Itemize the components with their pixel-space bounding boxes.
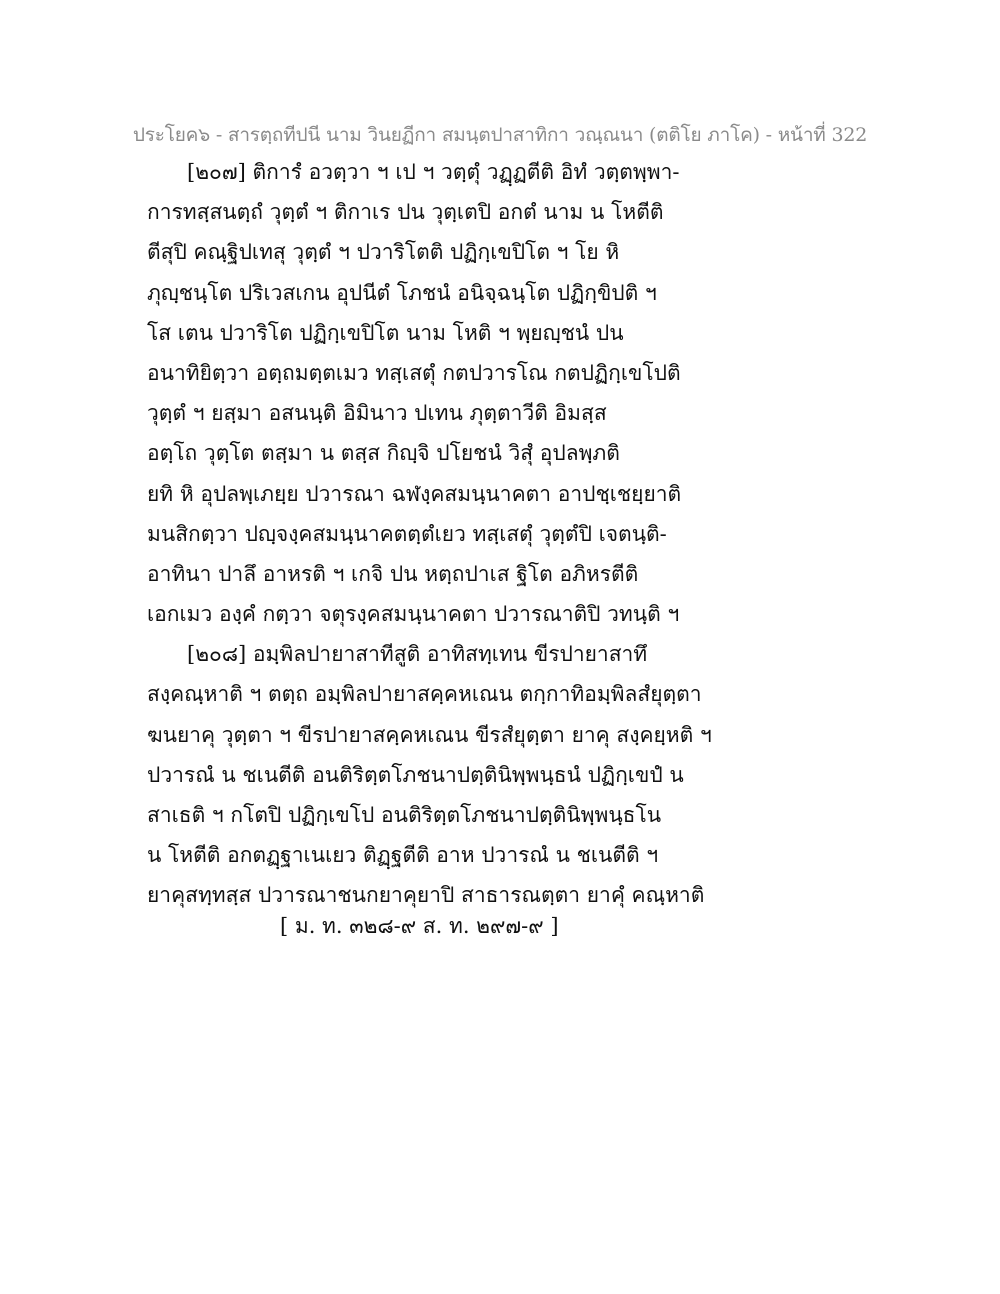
paragraph-line: ยทิ หิ อุปลพฺเภยฺย ปวารณา ฉฬงฺคสมนฺนาคตา อาปชฺเชยฺยาติ — [147, 481, 682, 506]
page-header: ประโยค๖ - สารตฺถทีปนี นาม วินยฏีกา สมนฺตปาสาทิกา วณฺณนา (ตติโย ภาโค) - หน้าที่ 322 — [132, 124, 868, 146]
paragraph-line: อาทินา ปาลึ อาหรติ ฯ เกจิ ปน หตฺถปาเส ฐิโต อภิหรตีติ — [147, 561, 639, 586]
paragraph-line: น โหตีติ อกตฏฺฐาเนเยว ติฏฺฐตีติ อาห ปวารณํ น ชเนตีติ ฯ — [147, 843, 659, 868]
paragraph-line: อตฺโถ วุตฺโต ตสฺมา น ตสฺส กิญฺจิ ปโยชนํ วิสุํ อุปลพฺภติ — [147, 441, 620, 466]
paragraph-line: [๒๐๗] ติการํ อวตฺวา ฯ เป ฯ วตฺตุํ วฏฺฏตีติ อิทํ วตฺตพฺพา- — [187, 160, 680, 184]
page-reference: [ ม. ท. ๓๒๘-๙ ส. ท. ๒๙๗-๙ ] — [280, 914, 559, 938]
paragraph-line: ยาคุสทฺทสฺส ปวารณาชนกยาคุยาปิ สาธารณตฺตา ยาคุํ คณฺหาติ — [147, 883, 705, 908]
paragraph-line: ฆนยาคุ วุตฺตา ฯ ขีรปายาสคฺคหเณน ขีรสํยุตฺตา ยาคุ สงฺคยฺหติ ฯ — [147, 722, 712, 747]
paragraph-line: เอกเมว องฺคํ กตฺวา จตุรงฺคสมนฺนาคตา ปวารณาติปิ วทนฺติ ฯ — [147, 602, 680, 627]
paragraph-line: สงฺคณฺหาติ ฯ ตตฺถ อมฺพิลปายาสคฺคหเณน ตกฺกาทิอมฺพิลสํยุตฺตา — [147, 682, 702, 707]
paragraph-line: อนาทิยิตฺวา อตฺถมตฺตเมว ทสฺเสตุํ กตปวารโณ กตปฏิกฺเขโปติ — [147, 360, 681, 385]
paragraph-line: มนสิกตฺวา ปญฺจงฺคสมนฺนาคตตฺตํเยว ทสฺเสตุํ วุตฺตํปิ เจตนฺติ- — [147, 521, 667, 546]
paragraph-line: [๒๐๘] อมฺพิลปายาสาทีสูติ อาทิสทฺเทน ขีรปายาสาทึ — [187, 642, 648, 667]
paragraph-line: โส เตน ปวาริโต ปฏิกฺเขปิโต นาม โหติ ฯ พฺยญฺชนํ ปน — [147, 320, 624, 345]
paragraph-line: การทสฺสนตฺถํ วุตฺตํ ฯ ติกาเร ปน วุตฺเตปิ อกตํ นาม น โหตีติ — [147, 200, 664, 225]
paragraph-line: วุตฺตํ ฯ ยสฺมา อสนนฺติ อิมินาว ปเทน ภุตฺตาวีติ อิมสฺส — [147, 401, 607, 426]
paragraph-line: ปวารณํ น ชเนตีติ อนติริตฺตโภชนาปตฺตินิพฺพนฺธนํ ปฏิกฺเขปํ น — [147, 762, 684, 787]
paragraph-line: ตีสุปิ คณฺฐิปเทสุ วุตฺตํ ฯ ปวาริโตติ ปฏิกฺเขปิโต ฯ โย หิ — [147, 240, 620, 265]
body-text — [147, 152, 712, 916]
paragraph-line: ภุญฺชนฺโต ปริเวสเกน อุปนีตํ โภชนํ อนิจฺฉนฺโต ปฏิกฺขิปติ ฯ — [147, 280, 657, 305]
paragraph-line: สาเธติ ฯ กโตปิ ปฏิกฺเขโป อนติริตฺตโภชนาปตฺตินิพฺพนฺธโน — [147, 803, 662, 827]
